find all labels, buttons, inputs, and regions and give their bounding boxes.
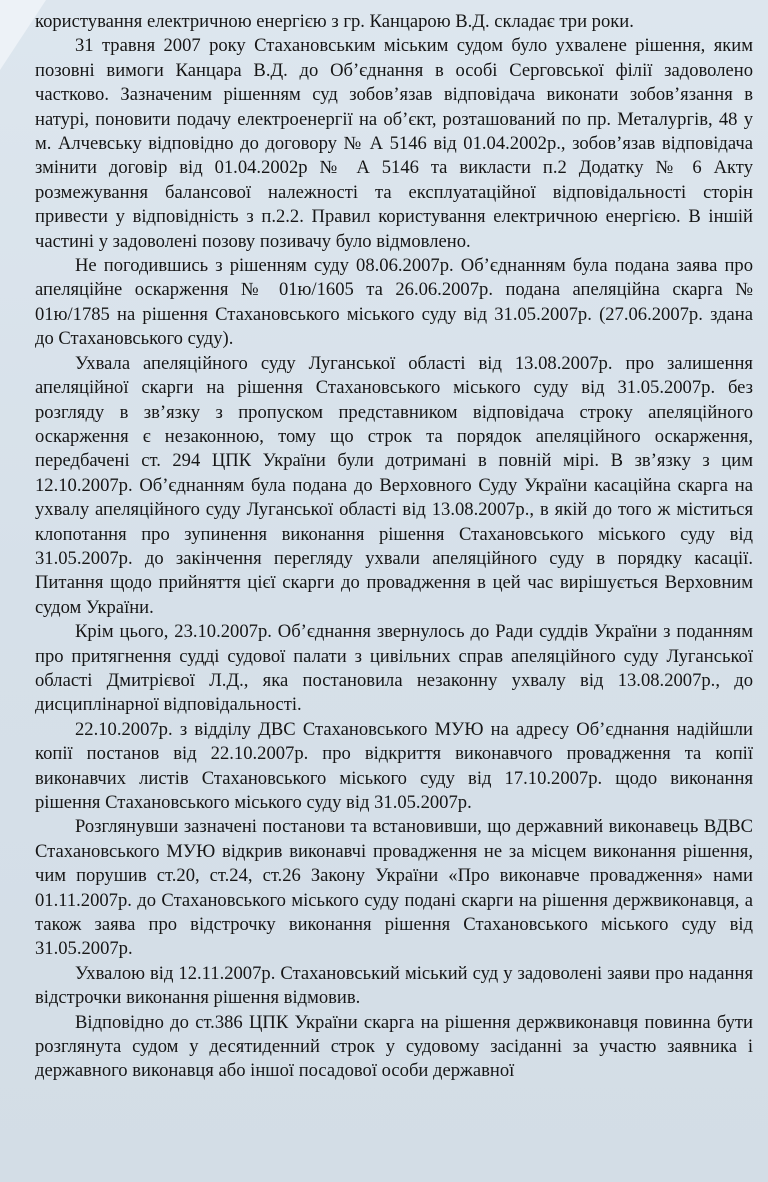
paragraph-3: Не погодившись з рішенням суду 08.06.2007р. Об’єднанням була подана заява про апеляційне оскарження № 01ю/1605 та 26.06.2007р. подана апеляційна скарга № 01ю/1785 на рішення Стахановського міського суду від 31.05.2007р. (27.06.2007р. здана до Стахановського суду). [35, 255, 753, 350]
paragraph-1: користування електричною енергією з гр. Канцарою В.Д. складає три роки. [35, 11, 634, 32]
paragraph-2: 31 травня 2007 року Стахановським міським судом було ухвалене рішення, яким позовні вимоги Канцара В.Д. до Об’єднання в особі Серговської філії задоволено частково. Зазначеним рішенням суд зобов’язав відповідача виконати зобов’язання в натурі, поновити подачу електроенергії на об’єкт, розташований по пр. Металургів, 48 у м. Алчевську відповідно до договору № А 5146 від 01.04.2002р., зобов’язав відповідача змінити договір від 01.04.2002р № А 5146 та викласти п.2 Додатку № 6 Акту розмежування балансової належності та експлуатаційної відповідальності сторін привести у відповідність з п.2.2. Правил користування електричною енергією. В іншій частині у задоволені позову позивачу було відмовлено. [35, 35, 753, 252]
paragraph-9: Відповідно до ст.386 ЦПК України скарга на рішення держвиконавця повинна бути розглянута судом у десятиденний строк у судовому засіданні за участю заявника і державного виконавця або іншої посадової особи державної [35, 1011, 753, 1082]
document-body [35, 10, 753, 1084]
paragraph-7: Розглянувши зазначені постанови та встановивши, що державний виконавець ВДВС Стахановського МУЮ відкрив виконавчі провадження не за місцем виконання рішення, чим порушив ст.20, ст.24, ст.26 Закону України «Про виконавче провадження» нами 01.11.2007р. до Стахановського міського суду подані скарги на рішення держвиконавця, а також заява про відстрочку виконання рішення Стахановського міського суду від 31.05.2007р. [35, 816, 753, 960]
paragraph-8: Ухвалою від 12.11.2007р. Стахановський міський суд у задоволені заяви про надання відстрочки виконання рішення відмовив. [35, 962, 753, 1009]
paragraph-5: Крім цього, 23.10.2007р. Об’єднання звернулось до Ради суддів України з поданням про притягнення судді судової палати з цивільних справ апеляційного суду Луганської області Дмитрієвої Л.Д., яка постановила незаконну ухвалу від 13.08.2007р., до дисциплінарної відповідальності. [35, 621, 753, 716]
paragraph-4: Ухвала апеляційного суду Луганської області від 13.08.2007р. про залишення апеляційної скарги на рішення Стахановського міського суду від 31.05.2007р. без розгляду в зв’язку з пропуском представником відповідача строку апеляційного оскарження є незаконною, тому що строк та порядок апеляційного оскарження, передбачені ст. 294 ЦПК України були дотримані в повній мірі. В зв’язку з цим 12.10.2007р. Об’єднанням була подана до Верховного Суду України касаційна скарга на ухвалу апеляційного суду Луганської області від 13.08.2007р., в якій до того ж міститься клопотання про зупинення виконання рішення Стахановського міського суду від 31.05.2007р. до закінчення перегляду ухвали апеляційного суду в порядку касації. Питання щодо прийняття цієї скарги до провадження в цей час вирішується Верховним судом України. [35, 352, 753, 618]
paragraph-6: 22.10.2007р. з відділу ДВС Стахановського МУЮ на адресу Об’єднання надійшли копії постанов від 22.10.2007р. про відкриття виконавчого провадження та копії виконавчих листів Стахановського міського суду від 17.10.2007р. щодо виконання рішення Стахановського міського суду від 31.05.2007р. [35, 718, 753, 813]
